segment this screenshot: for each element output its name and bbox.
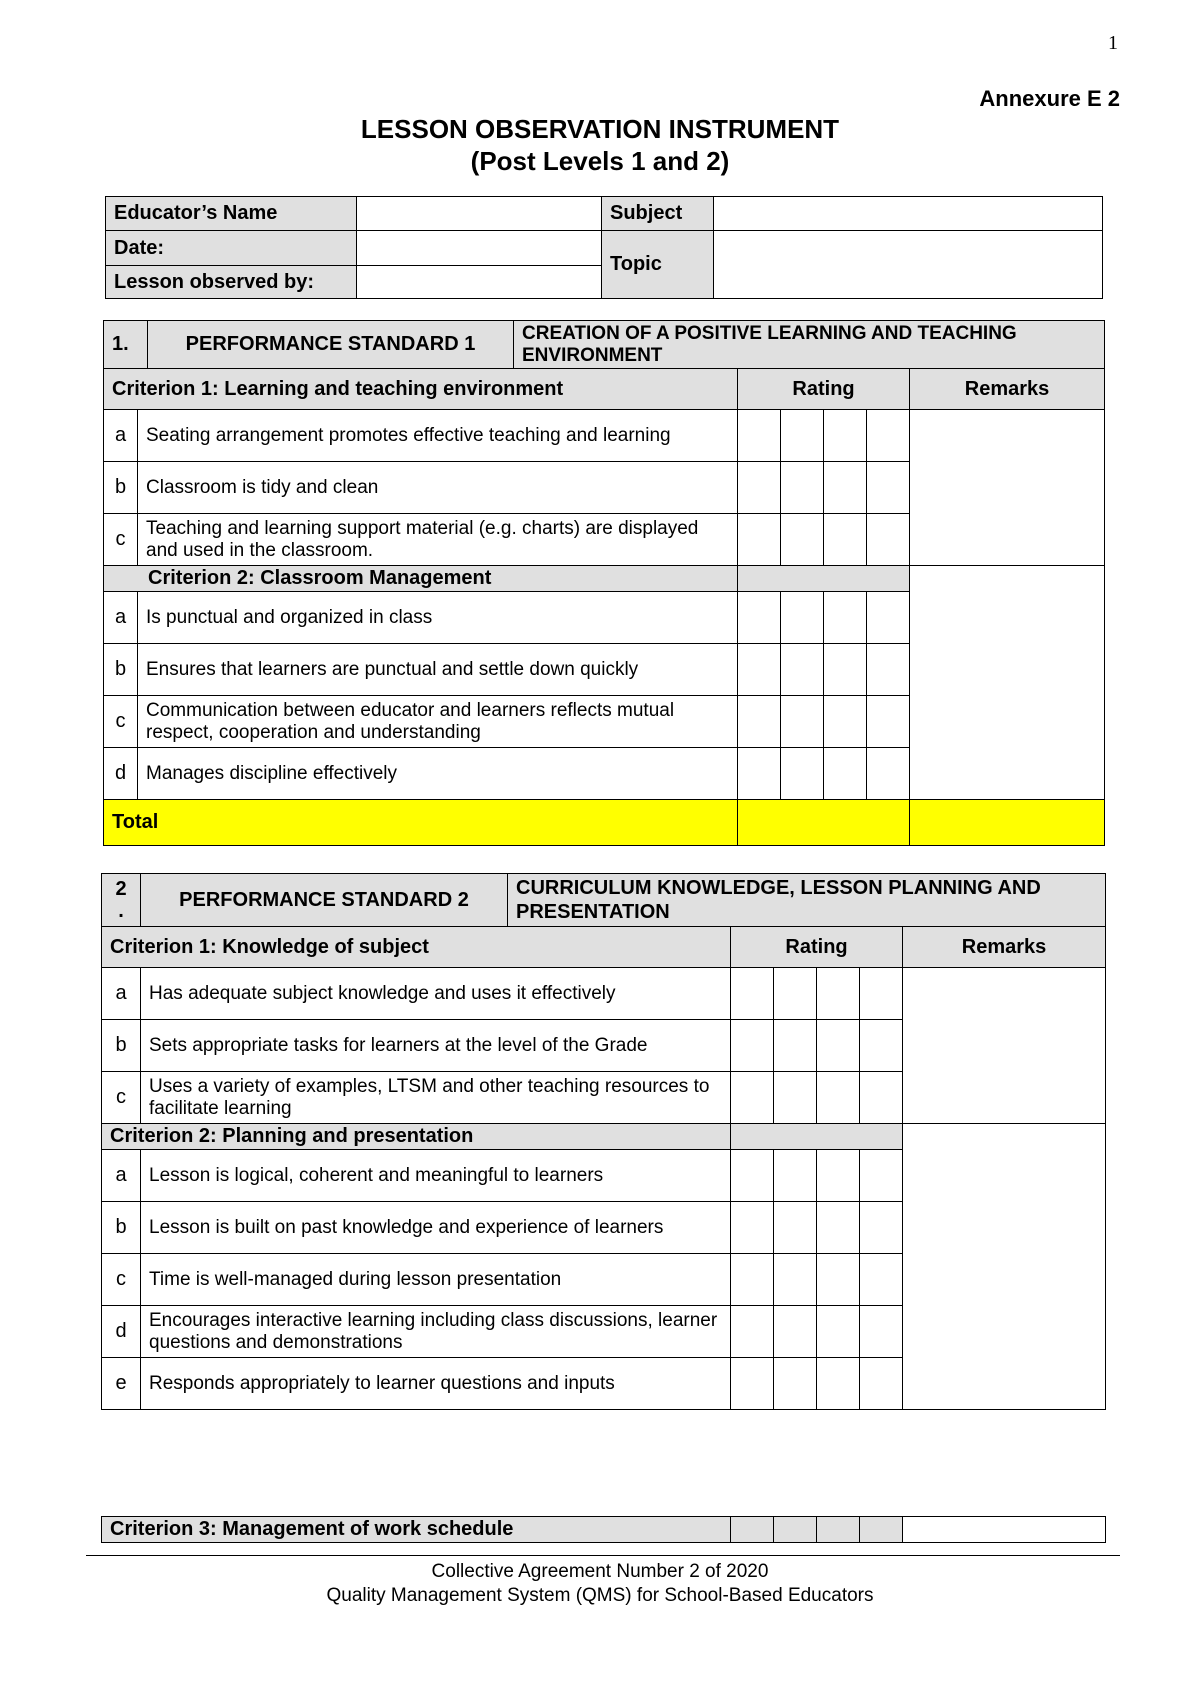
item-letter: b — [102, 1202, 141, 1254]
footer-line-1: Collective Agreement Number 2 of 2020 — [431, 1561, 769, 1582]
rating-box[interactable] — [774, 1202, 817, 1254]
rating-box[interactable] — [738, 462, 781, 514]
educator-name-field[interactable] — [357, 197, 602, 231]
ps1-criterion2-heading: Criterion 2: Classroom Management — [104, 566, 738, 592]
rating-box[interactable] — [817, 1358, 860, 1410]
item-letter: e — [102, 1358, 141, 1410]
item-letter: c — [104, 696, 138, 748]
rating-box[interactable] — [738, 592, 781, 644]
rating-box[interactable] — [731, 1072, 774, 1124]
rating-box[interactable] — [817, 968, 860, 1020]
rating-box[interactable] — [731, 968, 774, 1020]
rating-box[interactable] — [817, 1072, 860, 1124]
ps1-total-rating[interactable] — [738, 800, 910, 846]
rating-box[interactable] — [867, 748, 910, 800]
rating-box[interactable] — [867, 696, 910, 748]
page-number: 1 — [1108, 32, 1118, 54]
ps2-heading: CURRICULUM KNOWLEDGE, LESSON PLANNING AND PRESENTATION — [508, 874, 1106, 927]
rating-box[interactable] — [781, 462, 824, 514]
rating-box[interactable] — [781, 592, 824, 644]
rating-box[interactable] — [731, 1202, 774, 1254]
rating-box[interactable] — [860, 1358, 903, 1410]
ps2-c1-remarks[interactable] — [903, 968, 1106, 1124]
item-text: Ensures that learners are punctual and settle down quickly — [138, 644, 738, 696]
item-letter: a — [102, 968, 141, 1020]
criterion3-rating-cell — [774, 1517, 817, 1543]
item-text: Classroom is tidy and clean — [138, 462, 738, 514]
rating-box[interactable] — [738, 644, 781, 696]
rating-box[interactable] — [781, 410, 824, 462]
item-text: Communication between educator and learners reflects mutual respect, cooperation and understanding — [138, 696, 738, 748]
ps1-total-remarks[interactable] — [910, 800, 1105, 846]
ps1-label: PERFORMANCE STANDARD 1 — [148, 321, 514, 369]
ps2-rating-heading: Rating — [731, 927, 903, 968]
ps2-criterion2-rating-cell — [731, 1124, 903, 1150]
ps1-header-table — [103, 320, 1105, 369]
item-text: Seating arrangement promotes effective teaching and learning — [138, 410, 738, 462]
observed-by-field[interactable] — [357, 266, 602, 299]
rating-box[interactable] — [824, 410, 867, 462]
rating-box[interactable] — [860, 1254, 903, 1306]
item-text: Has adequate subject knowledge and uses it effectively — [141, 968, 731, 1020]
rating-box[interactable] — [817, 1202, 860, 1254]
subject-field[interactable] — [714, 197, 1103, 231]
item-text: Lesson is built on past knowledge and experience of learners — [141, 1202, 731, 1254]
item-letter: b — [104, 644, 138, 696]
ps2-number: 2 . — [102, 874, 141, 927]
rating-box[interactable] — [774, 1358, 817, 1410]
rating-box[interactable] — [781, 696, 824, 748]
ps2-criterion1-heading: Criterion 1: Knowledge of subject — [102, 927, 731, 968]
date-label: Date: — [106, 231, 357, 266]
ps1-total-label: Total — [104, 800, 738, 846]
item-letter: c — [104, 514, 138, 566]
rating-box[interactable] — [860, 1020, 903, 1072]
item-letter: b — [104, 462, 138, 514]
ps1-criterion1-heading: Criterion 1: Learning and teaching environment — [104, 369, 738, 410]
date-field[interactable] — [357, 231, 602, 266]
criterion3-remarks-cell — [903, 1517, 1106, 1543]
item-text: Lesson is logical, coherent and meaningful to learners — [141, 1150, 731, 1202]
rating-box[interactable] — [774, 1020, 817, 1072]
item-text: Responds appropriately to learner questions and inputs — [141, 1358, 731, 1410]
ps1-number: 1. — [104, 321, 148, 369]
ps2-criteria-table — [101, 926, 1106, 1410]
rating-box[interactable] — [731, 1306, 774, 1358]
rating-box[interactable] — [867, 410, 910, 462]
item-text: Manages discipline effectively — [138, 748, 738, 800]
item-letter: b — [102, 1020, 141, 1072]
item-letter: c — [102, 1254, 141, 1306]
topic-field[interactable] — [714, 231, 1103, 299]
rating-box[interactable] — [824, 748, 867, 800]
rating-box[interactable] — [731, 1358, 774, 1410]
ps2-c2-remarks[interactable] — [903, 1124, 1106, 1410]
rating-box[interactable] — [774, 968, 817, 1020]
rating-box[interactable] — [817, 1020, 860, 1072]
rating-box[interactable] — [817, 1254, 860, 1306]
item-letter: d — [104, 748, 138, 800]
rating-box[interactable] — [860, 1306, 903, 1358]
subject-label: Subject — [602, 197, 714, 231]
item-text: Sets appropriate tasks for learners at the level of the Grade — [141, 1020, 731, 1072]
rating-box[interactable] — [824, 462, 867, 514]
item-text: Uses a variety of examples, LTSM and other teaching resources to facilitate learning — [141, 1072, 731, 1124]
ps2-criterion3-table — [101, 1516, 1106, 1543]
rating-box[interactable] — [738, 410, 781, 462]
rating-box[interactable] — [774, 1306, 817, 1358]
item-letter: a — [104, 410, 138, 462]
item-text: Teaching and learning support material (e.g. charts) are displayed and used in the classroom. — [138, 514, 738, 566]
observed-by-label: Lesson observed by: — [106, 266, 357, 299]
annexure-label: Annexure E 2 — [979, 86, 1120, 111]
rating-box[interactable] — [781, 748, 824, 800]
ps1-heading: CREATION OF A POSITIVE LEARNING AND TEACHING ENVIRONMENT — [514, 321, 1105, 369]
ps1-remarks-heading: Remarks — [910, 369, 1105, 410]
ps2-header-table — [101, 873, 1106, 927]
page-title: LESSON OBSERVATION INSTRUMENT — [360, 114, 840, 144]
rating-box[interactable] — [781, 644, 824, 696]
rating-box[interactable] — [731, 1254, 774, 1306]
rating-box[interactable] — [824, 592, 867, 644]
rating-box[interactable] — [774, 1150, 817, 1202]
ps1-c1-remarks[interactable] — [910, 410, 1105, 566]
ps1-criteria-table — [103, 368, 1105, 846]
item-letter: d — [102, 1306, 141, 1358]
criterion3-rating-cell — [817, 1517, 860, 1543]
rating-box[interactable] — [867, 592, 910, 644]
item-text: Time is well-managed during lesson presentation — [141, 1254, 731, 1306]
rating-box[interactable] — [867, 644, 910, 696]
rating-box[interactable] — [774, 1072, 817, 1124]
rating-box[interactable] — [860, 968, 903, 1020]
item-text: Encourages interactive learning including class discussions, learner questions and demonstrations — [141, 1306, 731, 1358]
footer-line-2: Quality Management System (QMS) for School-Based Educators — [326, 1585, 874, 1606]
ps2-label: PERFORMANCE STANDARD 2 — [141, 874, 508, 927]
rating-box[interactable] — [774, 1254, 817, 1306]
footer-divider — [86, 1555, 1120, 1556]
rating-box[interactable] — [731, 1150, 774, 1202]
rating-box[interactable] — [817, 1150, 860, 1202]
rating-box[interactable] — [731, 1020, 774, 1072]
item-letter: c — [102, 1072, 141, 1124]
rating-box[interactable] — [824, 514, 867, 566]
rating-box[interactable] — [860, 1202, 903, 1254]
rating-box[interactable] — [824, 696, 867, 748]
educator-info-table — [105, 196, 1103, 299]
ps2-criterion2-heading: Criterion 2: Planning and presentation — [102, 1124, 731, 1150]
item-letter: a — [104, 592, 138, 644]
rating-box[interactable] — [867, 462, 910, 514]
educator-name-label: Educator’s Name — [106, 197, 357, 231]
topic-label: Topic — [602, 231, 714, 299]
item-text: Is punctual and organized in class — [138, 592, 738, 644]
rating-box[interactable] — [738, 696, 781, 748]
rating-box[interactable] — [867, 514, 910, 566]
rating-box[interactable] — [817, 1306, 860, 1358]
ps1-criterion2-rating-cell — [738, 566, 910, 592]
rating-box[interactable] — [860, 1072, 903, 1124]
rating-box[interactable] — [824, 644, 867, 696]
rating-box[interactable] — [738, 748, 781, 800]
ps2-remarks-heading: Remarks — [903, 927, 1106, 968]
ps1-c2-remarks[interactable] — [910, 566, 1105, 800]
page-subtitle: (Post Levels 1 and 2) — [470, 146, 730, 176]
rating-box[interactable] — [781, 514, 824, 566]
rating-box[interactable] — [738, 514, 781, 566]
ps1-rating-heading: Rating — [738, 369, 910, 410]
item-letter: a — [102, 1150, 141, 1202]
rating-box[interactable] — [860, 1150, 903, 1202]
criterion3-rating-cell — [731, 1517, 774, 1543]
criterion3-rating-cell — [860, 1517, 903, 1543]
ps2-criterion3-heading: Criterion 3: Management of work schedule — [102, 1517, 731, 1543]
